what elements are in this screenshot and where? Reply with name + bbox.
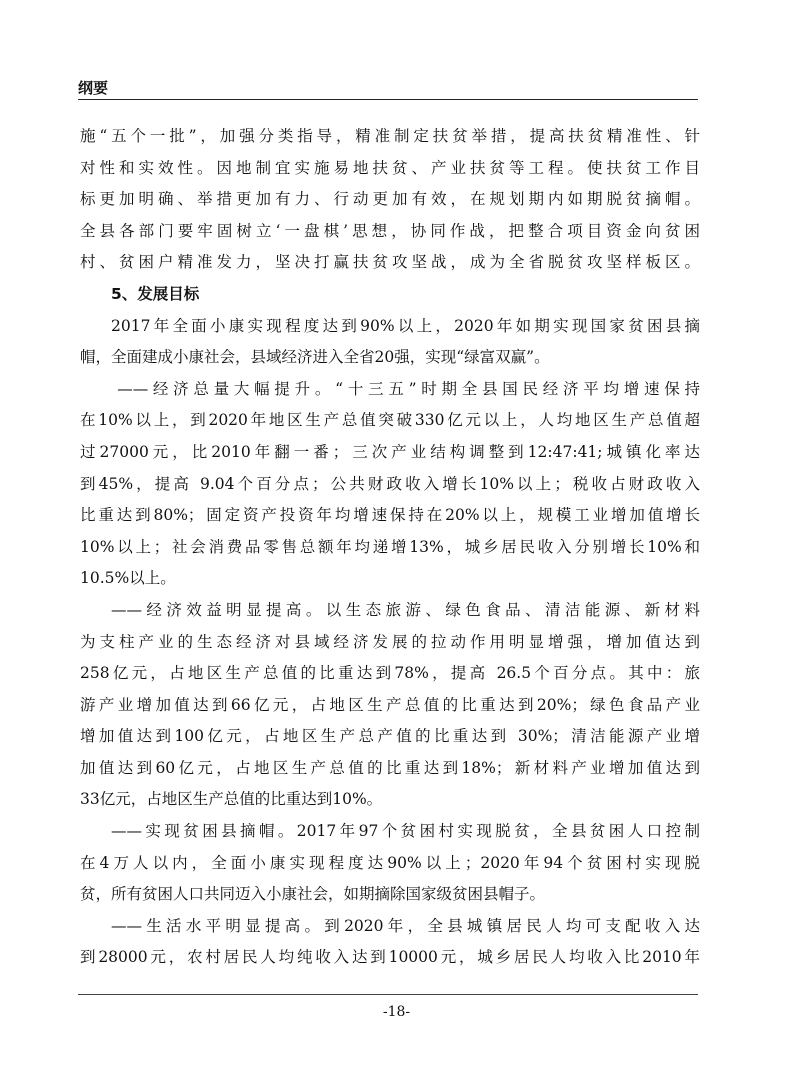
text-line: 村、贫困户精准发力，坚决打赢扶贫攻坚战，成为全省脱贫攻坚样板区。 bbox=[80, 253, 700, 272]
text-line: ——经济效益明显提高。以生态旅游、绿色食品、清洁能源、新材料 bbox=[111, 600, 700, 619]
text-line: 过27000元，比2010年翻一番；三次产业结构调整到12:47:41;城镇化率达 bbox=[80, 442, 700, 461]
text-line: 到28000元，农村居民人均纯收入达到10000元，城乡居民人均收入比2010年 bbox=[80, 948, 700, 967]
page-body-text bbox=[80, 121, 700, 974]
page-number: -18- bbox=[382, 1004, 411, 1020]
text-line: 帽，全面建成小康社会，县域经济进入全省20强，实现“绿富双赢”。 bbox=[80, 348, 550, 367]
text-line: 在10%以上，到2020年地区生产总值突破330亿元以上，人均地区生产总值超 bbox=[80, 411, 700, 430]
text-line: 10%以上；社会消费品零售总额年均递增13%，城乡居民收入分别增长10%和 bbox=[80, 537, 700, 556]
text-line: 加值达到60亿元，占地区生产总值的比重达到18%；新材料产业增加值达到 bbox=[80, 758, 700, 777]
text-line: 为支柱产业的生态经济对县域经济发展的拉动作用明显增强，增加值达到 bbox=[80, 632, 700, 651]
text-line: 2017年全面小康实现程度达到90%以上，2020年如期实现国家贫困县摘 bbox=[111, 316, 700, 335]
section-heading: 5、发展目标 bbox=[111, 284, 200, 303]
text-line: ——实现贫困县摘帽。2017年97个贫困村实现脱贫，全县贫困人口控制 bbox=[111, 822, 700, 841]
text-line: 贫，所有贫困人口共同迈入小康社会，如期摘除国家级贫困县帽子。 bbox=[80, 885, 546, 904]
footer-rule bbox=[78, 994, 698, 995]
text-line: ——生活水平明显提高。到2020年，全县城镇居民人均可支配收入达 bbox=[111, 916, 700, 935]
text-line: 施“五个一批”，加强分类指导，精准制定扶贫举措，提高扶贫精准性、针 bbox=[80, 127, 700, 145]
text-line: 游产业增加值达到66亿元，占地区生产总值的比重达到20%；绿色食品产业 bbox=[80, 695, 700, 714]
text-line: 全县各部门要牢固树立‘一盘棋’思想，协同作战，把整合项目资金向贫困 bbox=[80, 221, 700, 240]
header-rule bbox=[78, 99, 698, 100]
text-line: ——经济总量大幅提升。“十三五”时期全县国民经济平均增速保持 bbox=[117, 379, 700, 398]
text-line: 标更加明确、举措更加有力、行动更加有效，在规划期内如期脱贫摘帽。 bbox=[80, 190, 700, 209]
text-line: 258亿元，占地区生产总值的比重达到78%，提高 26.5个百分点。其中：旅 bbox=[80, 664, 700, 683]
text-line: 10.5%以上。 bbox=[80, 569, 176, 588]
text-line: 比重达到80%；固定资产投资年均增速保持在20%以上，规模工业增加值增长 bbox=[80, 506, 700, 525]
running-header: 纲要 bbox=[78, 79, 109, 97]
text-line: 在4万人以内，全面小康实现程度达90%以上；2020年94个贫困村实现脱 bbox=[80, 853, 700, 872]
text-line: 增加值达到100亿元，占地区生产总产值的比重达到 30%；清洁能源产业增 bbox=[80, 727, 700, 746]
text-line: 对性和实效性。因地制宜实施易地扶贫、产业扶贫等工程。使扶贫工作目 bbox=[80, 158, 700, 177]
text-line: 到45%，提高 9.04个百分点；公共财政收入增长10%以上；税收占财政收入 bbox=[80, 474, 700, 493]
text-line: 33亿元，占地区生产总值的比重达到10%。 bbox=[80, 790, 383, 809]
